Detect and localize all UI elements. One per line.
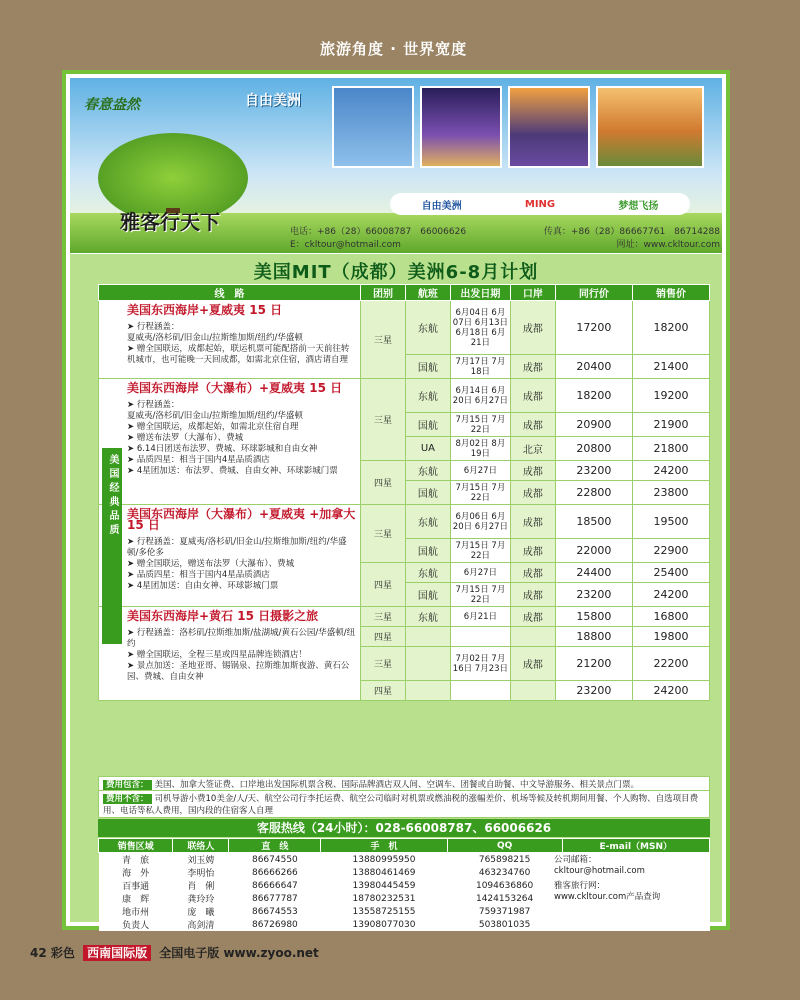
contact-qq: 1424153264 [447, 892, 562, 905]
contact-header: 联络人 [173, 839, 229, 853]
route-desc [99, 301, 361, 379]
free-america-text: 自由美洲 [245, 93, 301, 109]
contact-header: 直 线 [229, 839, 321, 853]
route-table [98, 284, 710, 701]
cell-dates: 6月21日 [450, 607, 510, 627]
fax: 传真：+86（28）86667761 86714288 [543, 227, 720, 237]
route-desc-line: ➤ 赠全国联运，成都起始，联运机票可能配搭前一天前往转机城市，也可能晚一天回成都，如需北京住宿，酒店请自理 [127, 344, 350, 365]
script-logo: 春意盎然 [84, 97, 140, 113]
group-star: 三星 [361, 301, 406, 379]
column-header: 口岸 [510, 285, 555, 301]
lake-flowers-photo [508, 86, 590, 168]
group-star: 四星 [361, 461, 406, 505]
cell-p2: 24200 [632, 681, 709, 701]
route-desc-line: ➤ 4星团加送：自由女神、环球影城门票 [127, 581, 279, 591]
cell-port: 成都 [510, 563, 555, 583]
route-desc-line: ➤ 行程涵盖：洛杉矶/拉斯维加斯/盐湖城/黄石公园/华盛顿/纽约 [127, 628, 356, 649]
contact-info [290, 226, 720, 252]
contact-qq: 759371987 [447, 905, 562, 918]
cell-p1: 22000 [555, 539, 632, 563]
cell-p1: 20900 [555, 413, 632, 437]
table-row [99, 301, 710, 355]
contact-mobile: 13880461469 [321, 866, 447, 879]
contact-qq: 463234760 [447, 866, 562, 879]
contact-tel: 86674550 [229, 853, 321, 867]
route-desc-line: ➤ 品质四星：相当于国内4星品质酒店 [127, 570, 270, 580]
cell-p1: 23200 [555, 461, 632, 481]
contact-tel: 86666647 [229, 879, 321, 892]
hotline: 客服热线（24小时）：028-66008787、66006626 [98, 819, 710, 837]
route-desc-line: 夏威夷/洛杉矶/旧金山/拉斯维加斯/纽约/华盛顿 [127, 333, 303, 343]
brand-logo: MING [524, 198, 556, 210]
cell-p2: 16800 [632, 607, 709, 627]
cell-p2: 25400 [632, 563, 709, 583]
cell-air: UA [405, 437, 450, 461]
cell-port: 成都 [510, 355, 555, 379]
cell-port: 成都 [510, 481, 555, 505]
footer [30, 944, 319, 961]
contact-header: 销售区域 [99, 839, 173, 853]
cell-p2: 21400 [632, 355, 709, 379]
banner [70, 78, 722, 253]
cell-air [405, 681, 450, 701]
route-desc-line: ➤ 赠全国联运，赠送布法罗（大瀑布）、费城 [127, 559, 295, 569]
cell-air: 国航 [405, 539, 450, 563]
contact-region: 地市州 [99, 905, 173, 918]
cell-air [405, 647, 450, 681]
cell-port [510, 627, 555, 647]
sunset-photo [596, 86, 704, 168]
contact-region: 百事通 [99, 879, 173, 892]
fee-included: 费用包含： 美国、加拿大签证费、口岸地出发国际机票含税、国际品牌酒店双人间、空调车、团餐或自助餐、中文导游服务、相关景点门票。 [98, 776, 710, 792]
cell-dates: 7月02日 7月16日 7月23日 [450, 647, 510, 681]
cell-dates: 6月14日 6月20日 6月27日 [450, 379, 510, 413]
cell-dates: 7月15日 7月22日 [450, 539, 510, 563]
contact-header: 手 机 [321, 839, 447, 853]
group-star: 三星 [361, 607, 406, 627]
cell-p1: 15800 [555, 607, 632, 627]
route-desc-line: 夏威夷/洛杉矶/旧金山/拉斯维加斯/纽约/华盛顿 [127, 411, 303, 421]
route-desc-line: ➤ 赠送布法罗（大瀑布）、费城 [127, 433, 244, 443]
group-star: 三星 [361, 647, 406, 681]
brand-logo: 自由美洲 [421, 200, 462, 212]
route-desc-line: ➤ 赠全国联运，全程三星或四星品牌连锁酒店！ [127, 650, 307, 660]
contact-tel: 86726980 [229, 918, 321, 931]
cell-air: 东航 [405, 379, 450, 413]
cell-port: 成都 [510, 461, 555, 481]
route-desc-line: ➤ 景点加送：圣地亚哥、锡锅泉、拉斯维加斯夜游、黄石公园、费城、自由女神 [127, 661, 350, 682]
contact-region: 青 旅 [99, 853, 173, 867]
cell-dates: 7月17日 7月18日 [450, 355, 510, 379]
cell-air: 东航 [405, 607, 450, 627]
column-header: 销售价 [632, 285, 709, 301]
cell-port [510, 681, 555, 701]
fee-excluded: 费用不含： 司机导游小费10美金/人/天、航空公司行李托运费、航空公司临时对机票或燃油税的涨幅差价、机场等候及转机期间用餐、个人购物、自选项目费用、电话等私人费用，国内段的住宿客人自理 [98, 790, 710, 818]
cell-p1: 23200 [555, 583, 632, 607]
cell-port: 成都 [510, 539, 555, 563]
side-label: 美国经典品质 [102, 448, 122, 644]
column-header: 团别 [361, 285, 406, 301]
cell-port: 成都 [510, 301, 555, 355]
contact-name: 庞 曦 [173, 905, 229, 918]
route-name: 美国东西海岸+黄石 15 日摄影之旅 [127, 609, 319, 623]
page-number: 42 [30, 946, 47, 960]
cell-p2: 24200 [632, 583, 709, 607]
cell-p1: 17200 [555, 301, 632, 355]
cell-p1: 20400 [555, 355, 632, 379]
contact-mobile: 18780232531 [321, 892, 447, 905]
footer-edition: 全国电子版 www.zyoo.net [159, 946, 319, 960]
route-desc-line: ➤ 4星团加送：布法罗、费城、自由女神、环球影城门票 [127, 466, 338, 476]
cell-p2: 19800 [632, 627, 709, 647]
contact-tel: 86666266 [229, 866, 321, 879]
cell-p2: 18200 [632, 301, 709, 355]
route-desc [99, 379, 361, 505]
contact-email-cell [562, 918, 709, 931]
phone: 电话：+86（28）66008787 66006626 [290, 227, 467, 237]
contact-name: 李明怡 [173, 866, 229, 879]
table-row [99, 607, 710, 627]
cell-air: 东航 [405, 505, 450, 539]
cell-p1: 20800 [555, 437, 632, 461]
route-desc [99, 505, 361, 607]
cell-air: 国航 [405, 583, 450, 607]
column-header: 航班 [405, 285, 450, 301]
cell-p2: 24200 [632, 461, 709, 481]
cell-air: 国航 [405, 413, 450, 437]
cell-dates: 6月27日 [450, 461, 510, 481]
cell-port: 成都 [510, 583, 555, 607]
contact-row [99, 905, 710, 918]
cell-p1: 24400 [555, 563, 632, 583]
contact-name: 龚玲玲 [173, 892, 229, 905]
contact-name: 肖 俐 [173, 879, 229, 892]
contact-qq: 765898215 [447, 853, 562, 867]
route-desc-line: ➤ 行程涵盖： [127, 322, 180, 332]
contact-mobile: 13880995950 [321, 853, 447, 867]
cell-dates: 7月15日 7月22日 [450, 481, 510, 505]
cell-air: 国航 [405, 481, 450, 505]
cell-air: 东航 [405, 461, 450, 481]
table-row [99, 505, 710, 539]
cell-air [405, 627, 450, 647]
cell-air: 国航 [405, 355, 450, 379]
contact-email-cell [562, 905, 709, 918]
cell-p2: 21800 [632, 437, 709, 461]
cell-dates: 6月04日 6月07日 6月13日 6月18日 6月21日 [450, 301, 510, 355]
table-row [99, 379, 710, 413]
cell-p2: 19500 [632, 505, 709, 539]
castle-photo [420, 86, 502, 168]
column-header: 线 路 [99, 285, 361, 301]
column-header: 出发日期 [450, 285, 510, 301]
edition-tag: 西南国际版 [83, 945, 151, 961]
group-star: 三星 [361, 379, 406, 461]
group-star: 四星 [361, 563, 406, 607]
cell-air: 东航 [405, 301, 450, 355]
group-star: 四星 [361, 681, 406, 701]
cell-dates: 6月27日 [450, 563, 510, 583]
group-star: 三星 [361, 505, 406, 563]
ad-page [62, 70, 730, 930]
contact-region: 海 外 [99, 866, 173, 879]
website: 网址：www.ckltour.com [616, 240, 720, 250]
cell-p1: 18800 [555, 627, 632, 647]
cell-p1: 18200 [555, 379, 632, 413]
cell-p2: 22200 [632, 647, 709, 681]
top-bar [0, 0, 800, 68]
cell-port: 北京 [510, 437, 555, 461]
cell-p1: 21200 [555, 647, 632, 681]
brand-strip [390, 193, 690, 215]
cell-dates: 7月15日 7月22日 [450, 583, 510, 607]
route-desc-line: ➤ 行程涵盖：夏威夷/洛杉矶/旧金山/拉斯维加斯/纽约/华盛顿/多伦多 [127, 537, 347, 558]
contact-tel: 86677787 [229, 892, 321, 905]
cell-port: 成都 [510, 379, 555, 413]
header-slogan: 旅游角度 · 世界宽度 [320, 40, 468, 58]
route-desc-line: ➤ 品质四星：相当于国内4星品质酒店 [127, 455, 270, 465]
route-desc-line: ➤ 6.14日团送布法罗、费城、环球影城和自由女神 [127, 444, 318, 454]
contact-header: QQ [447, 839, 562, 853]
mail-box: 公司邮箱： ckltour@hotmail.com 雅客旅行网： www.ckltour.com产品查询 [554, 855, 710, 903]
contact-mobile: 13558725155 [321, 905, 447, 918]
column-header: 同行价 [555, 285, 632, 301]
page-title: 美国MIT（成都）美洲6-8月计划 [253, 262, 539, 283]
cell-dates: 8月02日 8月19日 [450, 437, 510, 461]
cell-dates [450, 627, 510, 647]
contact-region: 负责人 [99, 918, 173, 931]
cell-p2: 19200 [632, 379, 709, 413]
cell-port: 成都 [510, 647, 555, 681]
contact-row [99, 918, 710, 931]
route-name: 美国东西海岸（大瀑布）+夏威夷 +加拿大 15 日 [127, 507, 356, 532]
footer-color: 彩色 [50, 946, 75, 960]
cell-port: 成都 [510, 413, 555, 437]
statue-liberty-photo [332, 86, 414, 168]
route-name: 美国东西海岸+夏威夷 15 日 [127, 303, 283, 317]
cell-port: 成都 [510, 505, 555, 539]
route-desc [99, 607, 361, 701]
contact-mobile: 13908077030 [321, 918, 447, 931]
contact-qq: 503801035 [447, 918, 562, 931]
cell-dates: 7月15日 7月22日 [450, 413, 510, 437]
cell-p2: 22900 [632, 539, 709, 563]
cell-p2: 23800 [632, 481, 709, 505]
group-star: 四星 [361, 627, 406, 647]
cell-p2: 21900 [632, 413, 709, 437]
cell-p1: 18500 [555, 505, 632, 539]
contact-name: 刘玉娉 [173, 853, 229, 867]
big-slogan: 雅客行天下 [120, 210, 220, 234]
route-desc-line: ➤ 赠全国联运，成都起始，如需北京住宿自理 [127, 422, 299, 432]
cell-p1: 22800 [555, 481, 632, 505]
route-desc-line: ➤ 行程涵盖： [127, 400, 180, 410]
contact-region: 康 辉 [99, 892, 173, 905]
cell-dates [450, 681, 510, 701]
cell-p1: 23200 [555, 681, 632, 701]
contact-mobile: 13980445459 [321, 879, 447, 892]
contact-tel: 86674553 [229, 905, 321, 918]
brand-logo: 梦想飞扬 [618, 200, 659, 212]
route-name: 美国东西海岸（大瀑布）+夏威夷 15 日 [127, 381, 343, 395]
cell-port: 成都 [510, 607, 555, 627]
email: E：ckltour@hotmail.com [290, 240, 401, 250]
cell-air: 东航 [405, 563, 450, 583]
contact-name: 高剑清 [173, 918, 229, 931]
contact-header: E-mail（MSN） [562, 839, 709, 853]
cell-dates: 6月06日 6月20日 6月27日 [450, 505, 510, 539]
contact-qq: 1094636860 [447, 879, 562, 892]
